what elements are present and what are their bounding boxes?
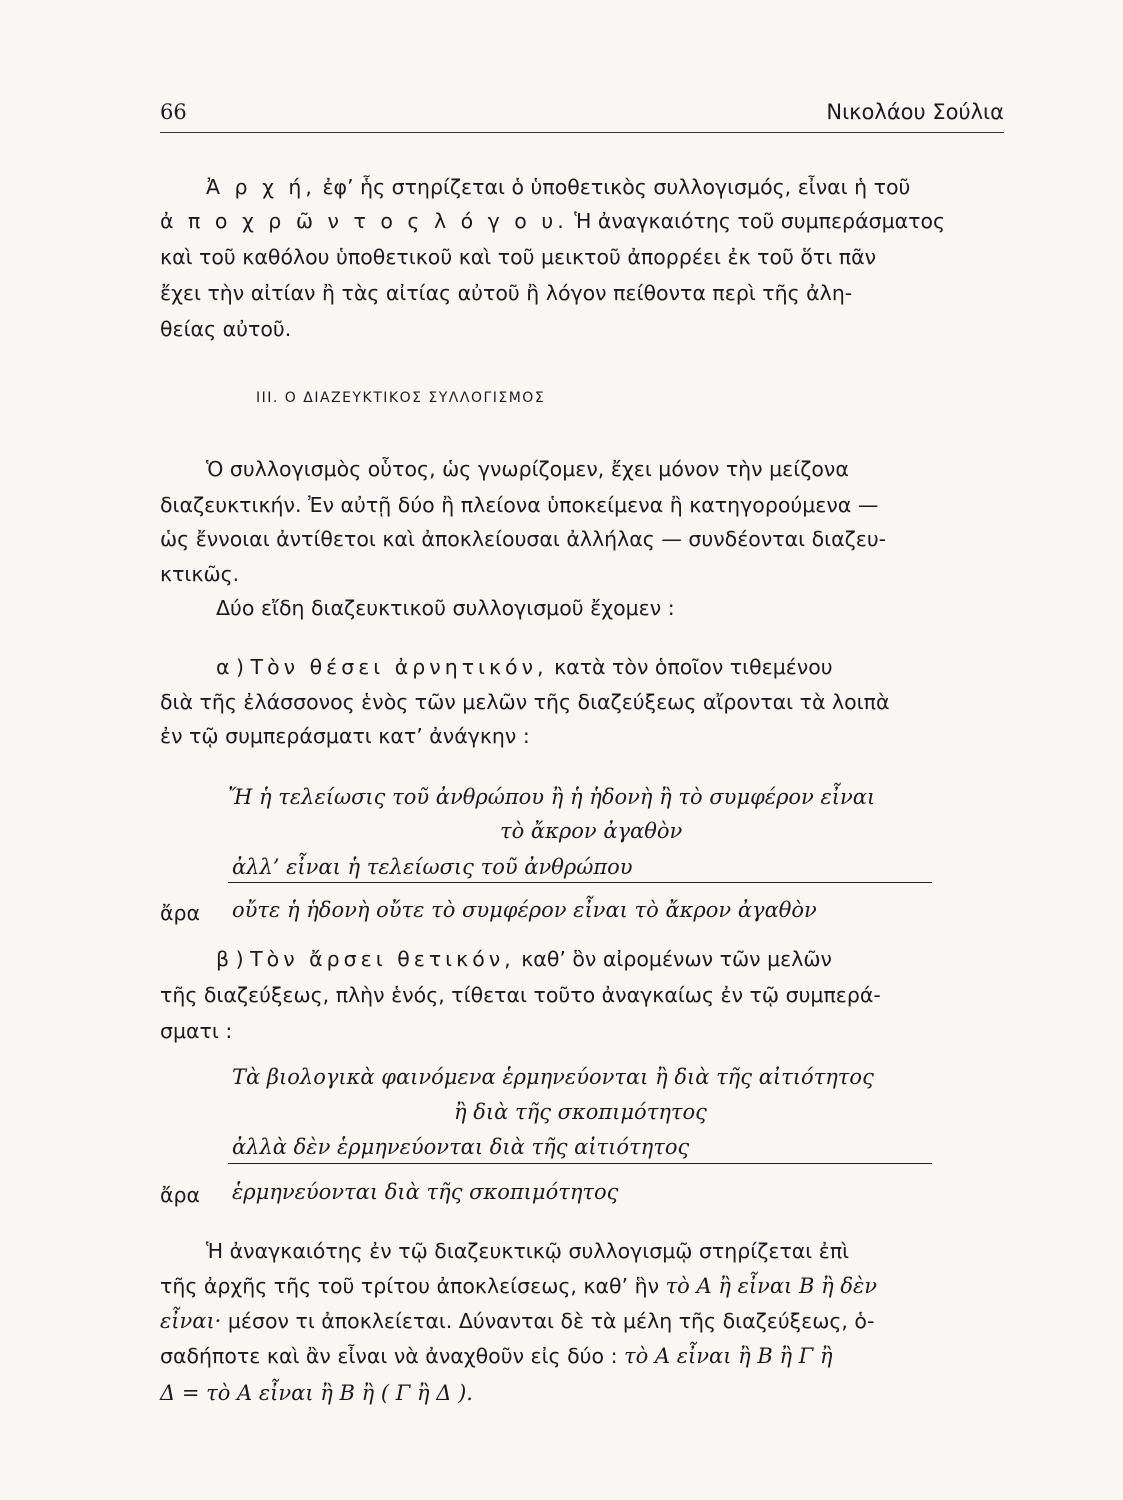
running-title: Νικολάου Σούλια [826,100,1004,124]
syllogism-b-therefore: ἄρα [160,1183,201,1207]
item-a-line3: ἐν τῷ συμπεράσματι κατ’ ἀνάγκην : [160,724,530,748]
syllogism-b-rule [228,1163,932,1164]
page-number: 66 [160,100,187,124]
para2-line3: ὡς ἔννοιαι ἀντίθετοι καὶ ἀποκλείουσαι ἀλλήλας — συνδέονται διαζευ- [160,527,887,551]
para1-line2: ἀ π ο χ ρ ῶ ν τ ο ς λ ό γ ο υ. Ἡ ἀναγκαιότης τοῦ συμπεράσματος [160,209,946,233]
para1-line4: ἔχει τὴν αἰτίαν ἢ τὰς αἰτίας αὐτοῦ ἢ λόγον πείθοντα περὶ τῆς ἀλη- [160,281,853,305]
item-b-line3: σματι : [160,1019,233,1043]
section-heading: III. Ο ΔΙΑΖΕΥΚΤΙΚΟΣ ΣΥΛΛΟΓΙΣΜΟΣ [256,390,546,406]
para2-line4: κτικῶς. [160,562,240,586]
para1-line5: θείας αὐτοῦ. [160,317,292,341]
item-b-line1: β ) Τὸν ἄρσει θετικόν, καθ’ ὃν αἰρομένων τῶν μελῶν [216,947,832,971]
syllogism-a-rule [228,882,932,883]
para4-line5: Δ = τὸ Α εἶναι ἢ Β ἢ ( Γ ἢ Δ ). [160,1381,473,1405]
item-a-line2: διὰ τῆς ἐλάσσονος ἑνὸς τῶν μελῶν τῆς διαζεύξεως αἴρονται τὰ λοιπὰ [160,690,890,714]
para4-line4: σαδήποτε καὶ ἂν εἶναι νὰ ἀναχθοῦν εἰς δύο : τὸ Α εἶναι ἢ Β ἢ Γ ἢ [160,1344,833,1368]
syllogism-a-major-premise: Ἤ ἡ τελείωσις τοῦ ἀνθρώπου ἢ ἡ ἡδονὴ ἢ τὸ συμφέρον εἶναι [228,785,876,809]
item-a-line1: α ) Τὸν θέσει ἀρνητικόν, κατὰ τὸν ὁποῖον τιθεμένου [216,655,833,679]
syllogism-a-therefore: ἄρα [160,901,201,925]
para1-line3: καὶ τοῦ καθόλου ὑποθετικοῦ καὶ τοῦ μεικτοῦ ἀπορρέει ἐκ τοῦ ὅτι πᾶν [160,245,877,269]
syllogism-b-minor-premise: ἀλλὰ δὲν ἑρμηνεύονται διὰ τῆς αἰτιότητος [232,1135,690,1159]
syllogism-b-major-premise-cont: ἢ διὰ τῆς σκοπιμότητος [454,1100,707,1124]
syllogism-a-conclusion: οὔτε ἡ ἡδονὴ οὔτε τὸ συμφέρον εἶναι τὸ ἄκρον ἀγαθὸν [232,898,817,922]
item-b-line2: τῆς διαζεύξεως, πλὴν ἑνός, τίθεται τοῦτο ἀναγκαίως ἐν τῷ συμπερά- [160,983,881,1007]
para1-line1: Ἀ ρ χ ή, ἐφ’ ἧς στηρίζεται ὁ ὑποθετικὸς συλλογισμός, εἶναι ἡ τοῦ [206,175,911,199]
para4-line2: τῆς ἀρχῆς τῆς τοῦ τρίτου ἀποκλείσεως, καθ’ ἣν τὸ Α ἢ εἶναι Β ἢ δὲν [160,1274,877,1298]
syllogism-b-major-premise: Τὰ βιολογικὰ φαινόμενα ἑρμηνεύονται ἢ διὰ τῆς αἰτιότητος [232,1065,874,1089]
page-header [160,100,1004,133]
para4-line3: εἶναι· μέσον τι ἀποκλείεται. Δύνανται δὲ τὰ μέλη τῆς διαζεύξεως, ὁ- [160,1309,875,1333]
para3: Δύο εἴδη διαζευκτικοῦ συλλογισμοῦ ἔχομεν : [216,596,675,620]
syllogism-b-conclusion: ἑρμηνεύονται διὰ τῆς σκοπιμότητος [232,1180,619,1204]
syllogism-a-minor-premise: ἀλλ’ εἶναι ἡ τελείωσις τοῦ ἀνθρώπου [232,855,633,879]
syllogism-a-major-premise-cont: τὸ ἄκρον ἀγαθὸν [500,819,683,843]
para2-line1: Ὁ συλλογισμὸς οὗτος, ὡς γνωρίζομεν, ἔχει μόνον τὴν μείζονα [206,457,849,481]
para2-line2: διαζευκτικήν. Ἐν αὐτῇ δύο ἢ πλείονα ὑποκείμενα ἢ κατηγορούμενα — [160,493,879,517]
para4-line1: Ἡ ἀναγκαιότης ἐν τῷ διαζευκτικῷ συλλογισμῷ στηρίζεται ἐπὶ [206,1239,850,1263]
